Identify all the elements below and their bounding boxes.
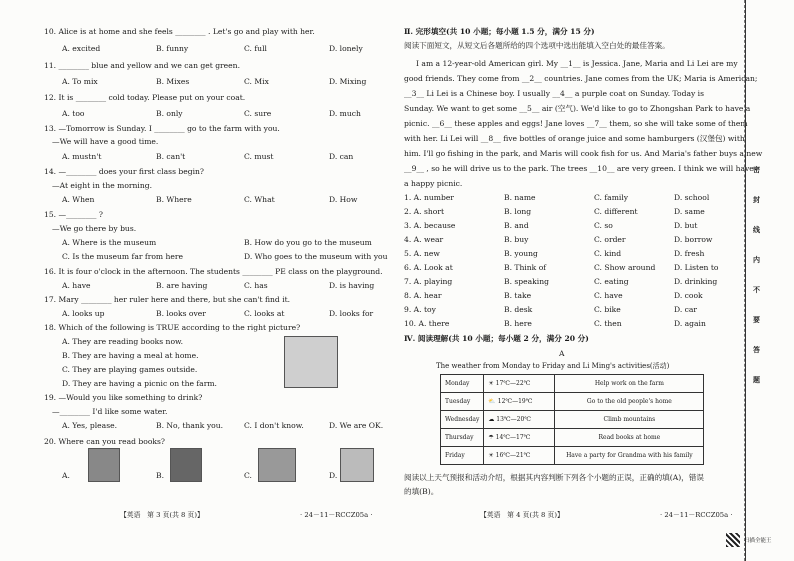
left-footer-code: · 24－11－RCCZ05a · [300,511,373,519]
cloud-sun-icon: ⛅ [488,397,498,405]
cloze-7-a: 7. A. playing [404,277,453,286]
cloze-3-d: D. but [674,221,698,230]
seal-char: 线 [753,225,760,234]
q20-stem: 20. Where can you read books? [44,437,165,446]
q18-stem: 18. Which of the following is TRUE according to the right picture? [44,323,301,332]
activity-cell: Have a party for Grandma with his family [555,447,704,465]
table-title: The weather from Monday to Friday and Li Ming's activities(活动) [436,362,670,370]
q18-b: B. They are having a meal at home. [62,351,199,360]
classroom-image [258,448,296,482]
cloze-10-d: D. again [674,319,706,328]
q15-stem: 15. —________ ? [44,210,103,219]
cloze-6-d: D. Listen to [674,263,719,272]
q17-a: A. looks up [62,309,105,318]
q10-c: C. full [244,44,267,53]
cloze-5-a: 5. A. new [404,249,440,258]
q11-b: B. Mixes [156,77,190,86]
q19-a: A. Yes, please. [62,421,117,430]
activity-cell: Read books at home [555,429,704,447]
q13-line2: —We will have a good time. [52,137,159,146]
cloud-icon: ☁ [488,415,497,423]
q16-c: C. has [244,281,268,290]
q17-stem: 17. Mary ________ her ruler here and there, but she can't find it. [44,295,291,304]
q10-a: A. excited [62,44,101,53]
q16-b: B. are having [156,281,208,290]
cloze-6-c: C. Show around [594,263,656,272]
temp-cell: ☀ 17℃—22℃ [484,375,555,393]
cloze-9-d: D. car [674,305,698,314]
cloze-9-b: B. desk [504,305,533,314]
q11-stem: 11. ________ blue and yellow and we can get green. [44,61,240,70]
cloze-3-c: C. so [594,221,613,230]
cloze-2-a: 2. A. short [404,207,445,216]
q13-stem: 13. —Tomorrow is Sunday. I ________ go to the farm with you. [44,124,280,133]
q19-d: D. We are OK. [329,421,384,430]
seal-char: 题 [753,375,760,384]
photo-image [170,448,202,482]
table-row [441,393,704,411]
table-row [441,429,704,447]
q12-c: C. sure [244,109,272,118]
q11-d: D. Mixing [329,77,367,86]
cloze-1-c: C. family [594,193,629,202]
cloze-10-b: B. here [504,319,532,328]
seal-char: 内 [753,255,760,264]
cloze-4-c: C. order [594,235,626,244]
day-cell: Monday [441,375,484,393]
instruction-line: 的填(B)。 [404,487,439,496]
temp-cell: ⛅ 12℃—19℃ [484,393,555,411]
activity-cell: Climb mountains [555,411,704,429]
passage-line: Sunday. We want to get some __5__ air (空气). We'd like to go to Zhongshan Park to have a [404,104,751,113]
q14-stem: 14. —________ does your first class begin? [44,167,204,176]
table-row [441,375,704,393]
cloze-5-b: B. young [504,249,538,258]
q17-c: C. looks at [244,309,285,318]
cloze-2-b: B. long [504,207,532,216]
q19-line2: —________ I'd like some water. [52,407,168,416]
q13-b: B. can't [156,152,186,161]
right-footer-code: · 24－11－RCCZ05a · [660,511,733,519]
sun-icon: ☀ [488,451,496,459]
q12-stem: 12. It is ________ cold today. Please put on your coat. [44,93,246,102]
q12-a: A. too [62,109,85,118]
cloze-10-c: C. then [594,319,622,328]
q20-a: A. [62,471,70,480]
table-row [441,411,704,429]
cloze-1-a: 1. A. number [404,193,454,202]
temp-cell: ☀ 16℃—21℃ [484,447,555,465]
left-footer-label: 【英语 第 3 页(共 8 页)】 [120,511,204,519]
q16-d: D. is having [329,281,375,290]
q15-a: A. Where is the museum [62,238,157,247]
q11-c: C. Mix [244,77,269,86]
bookshelf-image [88,448,120,482]
cloze-3-b: B. and [504,221,529,230]
passage-letter: A [559,349,565,358]
cloze-2-c: C. different [594,207,638,216]
q16-stem: 16. It is four o'clock in the afternoon. The students ________ PE class on the playground. [44,267,383,276]
qr-code-icon [726,533,740,547]
cloze-4-b: B. buy [504,235,529,244]
q10-b: B. funny [156,44,189,53]
passage-line: __9__ , so he will drive us to the park. The trees __10__ are very green. I think we will have [404,164,754,173]
activity-cell: Help work on the farm [555,375,704,393]
temp-cell: ☁ 13℃—20℃ [484,411,555,429]
passage-line: good friends. They come from __2__ countries. Jane comes from the UK; Maria is American; [404,74,758,83]
q15-c: C. Is the museum far from here [62,252,184,261]
cloze-6-a: 6. A. Look at [404,263,453,272]
seal-char: 答 [753,345,760,354]
q19-c: C. I don't know. [244,421,304,430]
seal-char: 密 [753,165,760,174]
cloze-1-d: D. school [674,193,710,202]
q12-b: B. only [156,109,183,118]
temp-cell: ☂ 14℃—17℃ [484,429,555,447]
rain-icon: ☂ [488,433,496,441]
cloze-8-c: C. have [594,291,623,300]
scanner-watermark: 扫描全能王 [744,538,772,544]
cloze-4-d: D. borrow [674,235,713,244]
section-3-title: Ⅳ. 阅读理解(共 10 小题；每小题 2 分，满分 20 分) [404,334,589,343]
day-cell: Thursday [441,429,484,447]
section-2-instructions: 阅读下面短文，从短文后各题所给的四个选项中选出能填入空白处的最佳答案。 [404,41,670,50]
passage-line: him. I'll go fishing in the park, and Maris will cook fish for us. And Maria's father buys a new [404,149,763,158]
cloze-9-c: C. bike [594,305,621,314]
cloze-8-a: 8. A. hear [404,291,442,300]
q10-stem: 10. Alice is at home and she feels ________ . Let's go and play with her. [44,27,315,36]
q14-c: C. What [244,195,275,204]
q19-b: B. No, thank you. [156,421,223,430]
cloze-6-b: B. Think of [504,263,547,272]
cloze-5-c: C. kind [594,249,622,258]
seal-char: 不 [753,285,760,294]
q14-b: B. Where [156,195,192,204]
q14-a: A. When [62,195,95,204]
seal-char: 要 [753,315,760,324]
q20-c: C. [244,471,252,480]
cloze-3-a: 3. A. because [404,221,456,230]
cloze-1-b: B. name [504,193,536,202]
cloze-8-b: B. take [504,291,532,300]
passage-line: __3__ Li Lei is a Chinese boy. I usually __4__ a purple coat on Sunday. Today is [404,89,705,98]
q10-d: D. lonely [329,44,363,53]
cloze-2-d: D. same [674,207,705,216]
day-cell: Friday [441,447,484,465]
q14-d: D. How [329,195,358,204]
q18-a: A. They are reading books now. [62,337,184,346]
passage-line: picnic. __6__ these apples and eggs! Jane loves __7__ them, so she will take some of them [404,119,748,128]
q15-line2: —We go there by bus. [52,224,137,233]
sun-icon: ☀ [488,379,496,387]
section-2-title: Ⅱ. 完形填空(共 10 小题；每小题 1.5 分，满分 15 分) [404,27,595,36]
right-footer-label: 【英语 第 4 页(共 8 页)】 [480,511,564,519]
q20-b: B. [156,471,164,480]
cloze-8-d: D. cook [674,291,703,300]
q14-line2: —At eight in the morning. [52,181,153,190]
family-meal-picture [284,336,338,388]
day-cell: Tuesday [441,393,484,411]
cloze-5-d: D. fresh [674,249,705,258]
q16-a: A. have [62,281,91,290]
q19-stem: 19. —Would you like something to drink? [44,393,203,402]
q18-c: C. They are playing games outside. [62,365,198,374]
table-row [441,447,704,465]
cloze-7-c: C. eating [594,277,629,286]
weather-table [440,374,704,465]
library-building-image [340,448,374,482]
cloze-7-b: B. speaking [504,277,549,286]
q11-a: A. To mix [62,77,98,86]
day-cell: Wednesday [441,411,484,429]
passage-line: with her. Li Lei will __8__ five bottles of orange juice and some hamburgers (汉堡包) with [404,134,745,143]
q18-d: D. They are having a picnic on the farm. [62,379,217,388]
seal-char: 封 [753,195,760,204]
q13-d: D. can [329,152,354,161]
q15-b: B. How do you go to the museum [244,238,372,247]
instruction-line: 阅读以上天气预报和活动介绍，根据其内容判断下列各个小题的正误，正确的填(A)，错误 [404,473,704,482]
q13-c: C. must [244,152,274,161]
q20-d: D. [329,471,338,480]
cloze-10-a: 10. A. there [404,319,450,328]
cloze-4-a: 4. A. wear [404,235,444,244]
q13-a: A. mustn't [62,152,102,161]
q17-d: D. looks for [329,309,374,318]
seal-line-strip [745,0,770,561]
q12-d: D. much [329,109,361,118]
passage-line: a happy picnic. [404,179,463,188]
q15-d: D. Who goes to the museum with you [244,252,388,261]
q17-b: B. looks over [156,309,206,318]
activity-cell: Go to the old people's home [555,393,704,411]
passage-line: I am a 12-year-old American girl. My __1__ is Jessica. Jane, Maria and Li Lei are my [416,59,738,68]
cloze-9-a: 9. A. toy [404,305,436,314]
cloze-7-d: D. drinking [674,277,718,286]
